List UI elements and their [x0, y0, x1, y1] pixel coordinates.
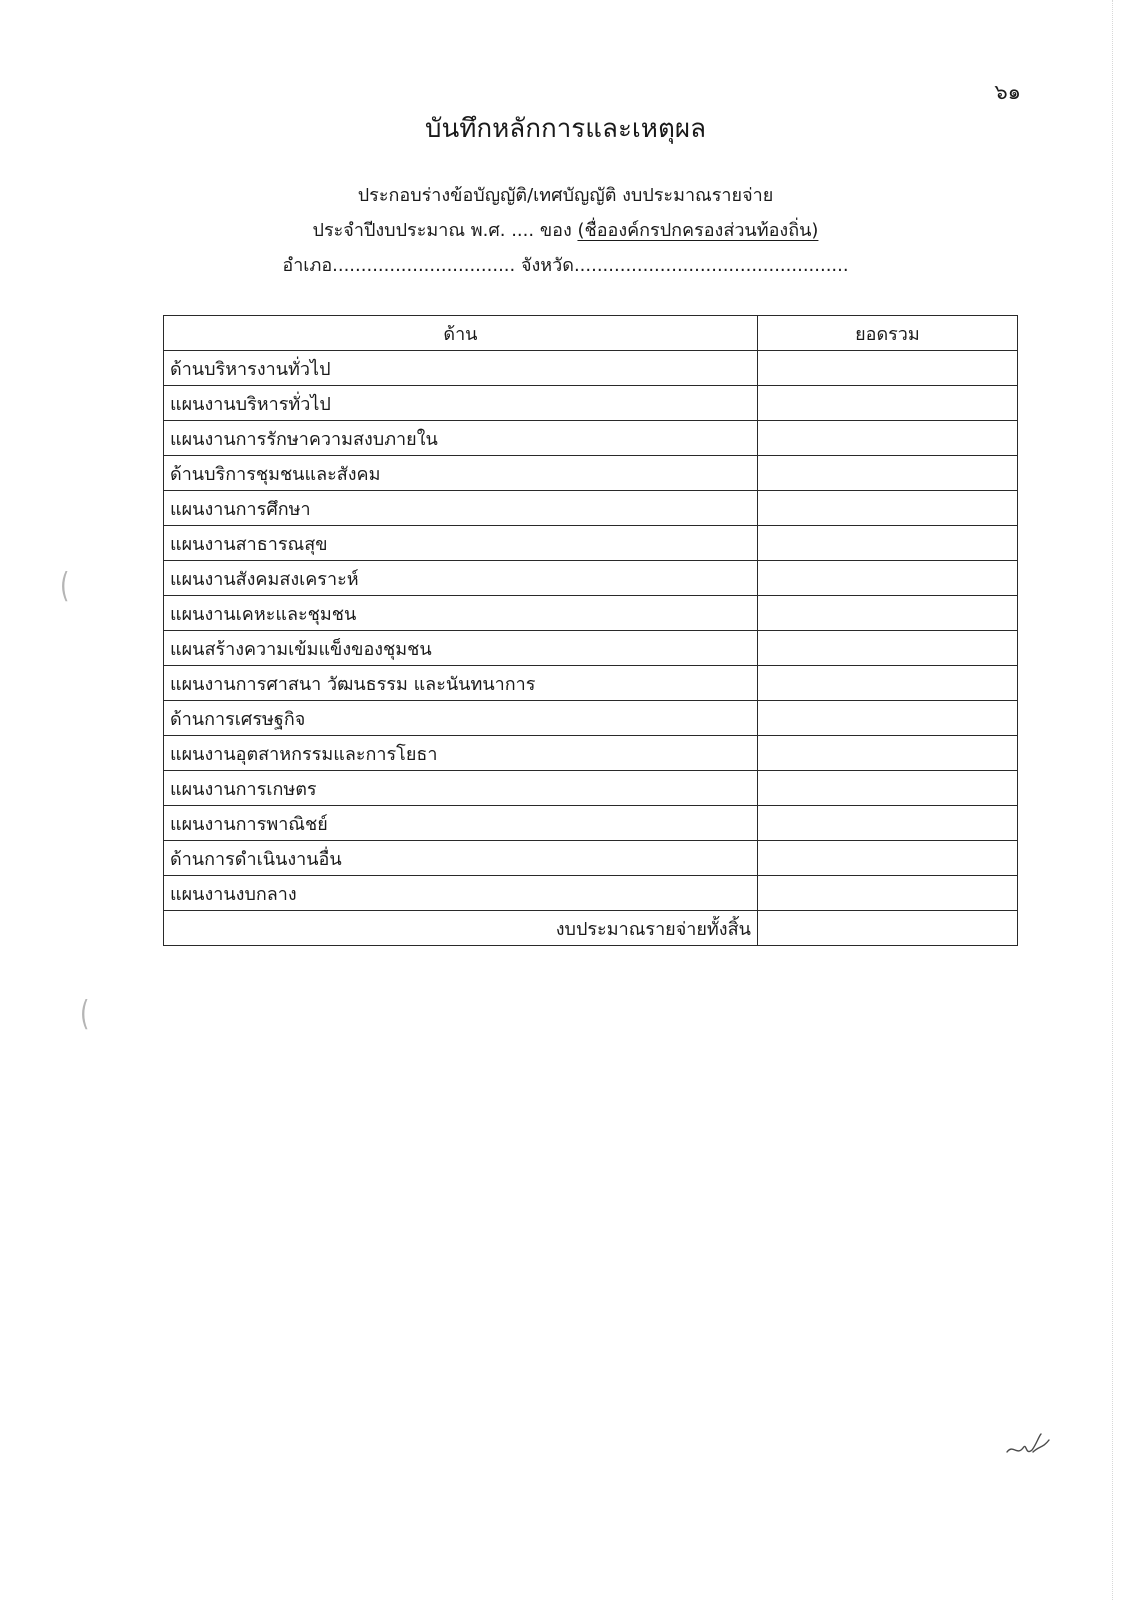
total-cell [757, 456, 1017, 491]
plan-cell: แผนสร้างความเข้มแข็งของชุมชน [164, 631, 758, 666]
organization-name-placeholder: (ชื่อองค์กรปกครองส่วนท้องถิ่น) [577, 220, 819, 241]
grand-total-row [164, 911, 1018, 946]
category-cell: ด้านการเศรษฐกิจ [164, 701, 758, 736]
scan-mark: ( [80, 994, 90, 1034]
table-row [164, 631, 1018, 666]
plan-cell: แผนงานการพาณิชย์ [164, 806, 758, 841]
table-row [164, 771, 1018, 806]
category-cell: ด้านบริหารงานทั่วไป [164, 351, 758, 386]
plan-cell: แผนงานการรักษาความสงบภายใน [164, 421, 758, 456]
scan-mark: ( [60, 566, 70, 606]
table-row [164, 351, 1018, 386]
total-cell [757, 351, 1017, 386]
plan-cell: แผนงานการศาสนา วัฒนธรรม และนันทนาการ [164, 666, 758, 701]
grand-total-value [757, 911, 1017, 946]
plan-cell: แผนงานการศึกษา [164, 491, 758, 526]
table-row [164, 561, 1018, 596]
total-cell [757, 771, 1017, 806]
budget-table-body [164, 351, 1018, 946]
table-row [164, 666, 1018, 701]
total-cell [757, 421, 1017, 456]
subtitle-line-2 [0, 215, 1131, 244]
total-cell [757, 736, 1017, 771]
total-cell [757, 631, 1017, 666]
header-total: ยอดรวม [757, 316, 1017, 351]
total-cell [757, 841, 1017, 876]
total-cell [757, 806, 1017, 841]
table-row [164, 806, 1018, 841]
plan-cell: แผนงานบริหารทั่วไป [164, 386, 758, 421]
plan-cell: แผนงานงบกลาง [164, 876, 758, 911]
subtitle-line-3: อำเภอ................................ จังหวัด................................................ [282, 255, 849, 276]
page-number: ๖๑ [994, 80, 1021, 104]
table-row [164, 491, 1018, 526]
table-row [164, 456, 1018, 491]
table-header-row [164, 316, 1018, 351]
table-row [164, 701, 1018, 736]
plan-cell: แผนงานอุตสาหกรรมและการโยธา [164, 736, 758, 771]
subtitle-line-1: ประกอบร่างข้อบัญญัติ/เทศบัญญัติ งบประมาณรายจ่าย [357, 185, 774, 206]
category-cell: ด้านการดำเนินงานอื่น [164, 841, 758, 876]
table-row [164, 596, 1018, 631]
total-cell [757, 526, 1017, 561]
total-cell [757, 561, 1017, 596]
table-row [164, 841, 1018, 876]
total-cell [757, 701, 1017, 736]
table-row [164, 386, 1018, 421]
subtitle-fiscal-year: ประจำปีงบประมาณ พ.ศ. .... ของ [312, 220, 578, 241]
handwritten-initials [1005, 1430, 1051, 1460]
total-cell [757, 491, 1017, 526]
total-cell [757, 596, 1017, 631]
plan-cell: แผนงานสาธารณสุข [164, 526, 758, 561]
plan-cell: แผนงานสังคมสงเคราะห์ [164, 561, 758, 596]
total-cell [757, 386, 1017, 421]
table-row [164, 876, 1018, 911]
header-side: ด้าน [164, 316, 758, 351]
budget-table [163, 315, 1018, 946]
table-row [164, 526, 1018, 561]
table-row [164, 421, 1018, 456]
document-title: บันทึกหลักการและเหตุผล [424, 114, 706, 144]
plan-cell: แผนงานเคหะและชุมชน [164, 596, 758, 631]
category-cell: ด้านบริการชุมชนและสังคม [164, 456, 758, 491]
grand-total-label: งบประมาณรายจ่ายทั้งสิ้น [164, 911, 758, 946]
plan-cell: แผนงานการเกษตร [164, 771, 758, 806]
total-cell [757, 666, 1017, 701]
total-cell [757, 876, 1017, 911]
table-row [164, 736, 1018, 771]
